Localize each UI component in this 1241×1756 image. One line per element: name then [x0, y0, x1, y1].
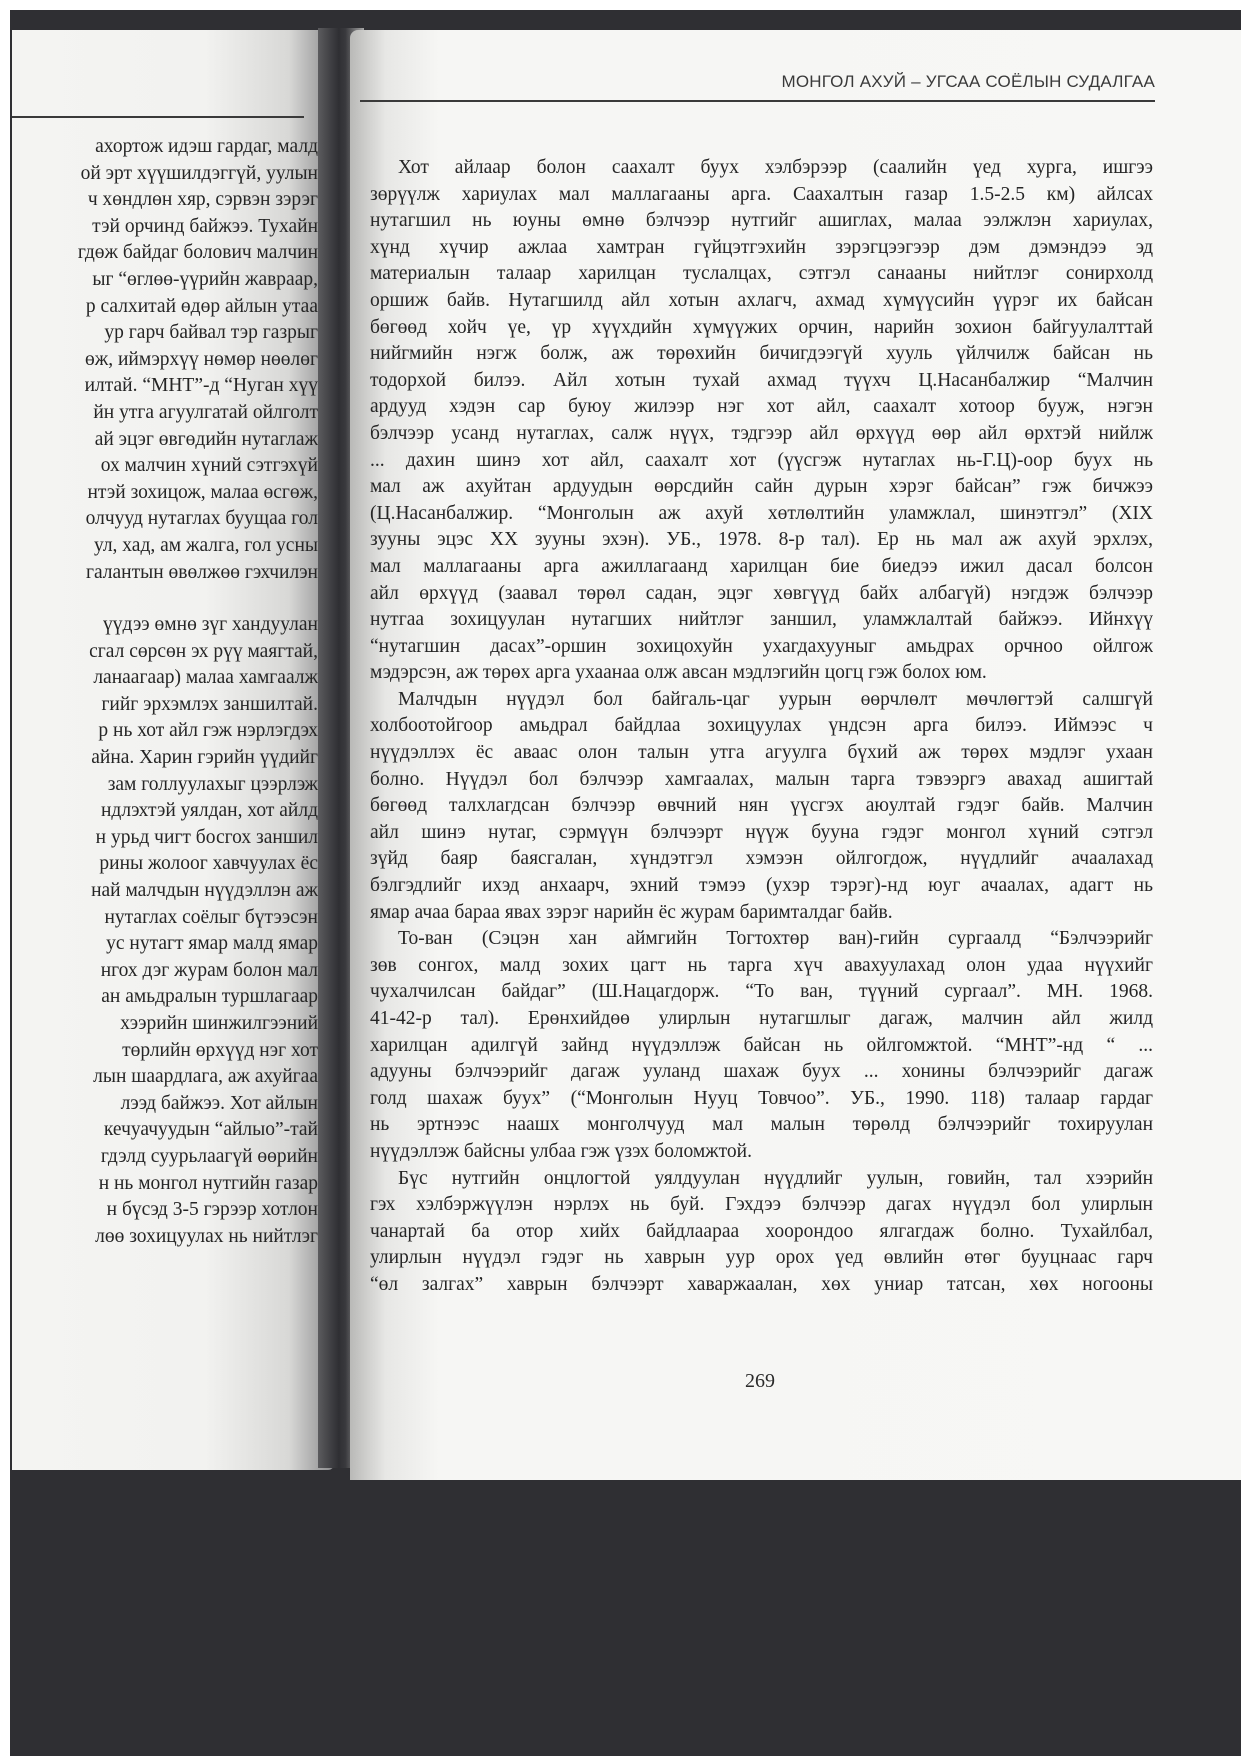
body-line: голд шахаж буух” (“Монголын Нууц Товчоо”. УБ., 1990. 118) талаар гардаг [370, 1087, 1153, 1109]
body-line: материалын талаар харилцан туслалцах, сэтгэл санааны нийтлэг сонирхолд [370, 263, 1153, 285]
body-line: нүүдэллэх ёс аваас олон талын утга агуулга бүхий аж төрөх мэдлэг ухаан [370, 742, 1153, 764]
body-line: улирлын нүүдэл гэдэг нь хаврын уур орох үед өвлийн өтөг бууцнаас гарч [370, 1247, 1153, 1269]
left-line: лөө зохицуулах нь нийтлэг [95, 1225, 318, 1247]
body-line: 41-42-р тал). Ерөнхийдөө улирлын нутагшлыг дагаж, малчин айл жилд [370, 1008, 1153, 1029]
left-page-text [12, 134, 318, 1250]
left-line: өж, иймэрхүү нөмөр нөөлөг [85, 348, 318, 370]
body-line: ямар ачаа бараа явах зэрэг нарийн ёс журам баримталдаг байв. [370, 901, 893, 923]
left-line: үүдээ өмнө зүг хандуулан [103, 614, 318, 636]
body-line: чухалчилсан байдаг” (Ш.Нацагдорж. “То ван, түүний сургаал”. МН. 1968. [370, 981, 1153, 1003]
left-line: рины жолоог хавчуулах ёс [99, 853, 318, 875]
body-line: адууны бэлчээрийг дагаж ууланд шахаж буух ... хонины бэлчээрийг дагаж [370, 1061, 1153, 1083]
body-line: зууны эцэс XX зууны эхэн). УБ., 1978. 8-р тал). Ер нь мал аж ахуй эрхлэх, [370, 529, 1153, 551]
left-line: ланаагаар) малаа хамгаалж [93, 667, 318, 689]
left-line: н бүсэд 3-5 гэрээр хотлон [106, 1199, 318, 1221]
body-line: нь эртнээс наашх монголчууд мал малын төрөлд бэлчээрийг тохируулан [370, 1114, 1153, 1136]
left-line: гийг эрхэмлэх заншилтай. [101, 693, 318, 715]
left-line: ох малчин хүний сэтгэхүй [100, 455, 318, 477]
left-line: ус нутагт ямар малд ямар [106, 933, 318, 955]
body-line: Хот айлаар болон саахалт буух хэлбэрээр (саалийн үед хурга, ишгээ [398, 157, 1153, 178]
body-line: айл шинэ нутаг, сэрмүүн бэлчээрт нүүж бууна гэдэг монгол хүний сэтгэл [370, 821, 1153, 843]
left-line: лээд байжээ. Хот айлын [120, 1092, 318, 1114]
body-line: бөгөөд хойч үе, үр хүүхдийн хүмүүжих орчин, нарийн зохион байгуулалттай [370, 316, 1153, 338]
left-line: н урьд чигт босгох заншил [95, 826, 318, 848]
body-line: Бүс нутгийн онцлогтой уялдуулан нүүдлийг уулын, говийн, тал хээрийн [398, 1167, 1153, 1189]
body-line: бөгөөд талхлагдсан бэлчээр өвчний нян үүсгэх аюултай гэдэг байв. Малчин [370, 795, 1153, 817]
body-line: “нутагшин дасах”-оршин зохицохуйн ухагдахууныг амьдрах орчноо ойлгож [370, 635, 1153, 657]
body-line: гэх хэлбэржүүлэн нэрлэх нь буй. Гэхдээ бэлчээр дагах нүүдэл бол улирлын [370, 1194, 1153, 1216]
running-header: МОНГОЛ АХУЙ – УГСАА СОЁЛЫН СУДАЛГАА [781, 72, 1155, 91]
body-line: чанартай ба отор хийх байдлаараа хоорондоо ялгагдаж болно. Тухайлбал, [370, 1220, 1153, 1242]
left-line: лын шаардлага, аж ахуйгаа [93, 1066, 318, 1088]
left-line: хээрийн шинжилгээний [120, 1013, 318, 1034]
left-line: тэй орчинд байжээ. Тухайн [92, 215, 318, 237]
left-line: ул, хад, ам жалга, гол усны [93, 534, 318, 556]
left-section-gap [12, 586, 318, 612]
left-line: ндлэхтэй уялдан, хот айлд [100, 800, 318, 822]
left-line: н нь монгол нутгийн газар [98, 1172, 318, 1194]
body-line: нийгмийн нэгж болж, аж төрөхийн бичигдээгүй хууль үйлчилж байсан нь [370, 343, 1153, 365]
body-line: То-ван (Сэцэн хан аймгийн Тогтохтөр ван)-гийн сургаалд “Бэлчээрийг [398, 928, 1153, 950]
left-line: төрлийн өрхүүд нэг хот [122, 1039, 318, 1061]
left-line: ыг “өглөө-үүрийн жавраар, [92, 268, 318, 290]
body-line: ардууд хэдэн сар буюу жилээр нэг хот айл, саахалт хотоор бууж, нэгэн [370, 396, 1153, 418]
left-page [12, 30, 334, 1470]
left-line: кечуачуудын “айлыо”-тай [103, 1119, 318, 1141]
left-line: ахортож идэш гардаг, малд [95, 136, 318, 157]
left-line: нтэй зохицож, малаа өсгөж, [87, 481, 318, 503]
left-line: р салхитай өдөр айлын утаа [85, 295, 318, 317]
left-line: ч хөндлөн хяр, сэрвэн зэрэг [87, 189, 318, 211]
body-line: оршиж байв. Нутагшилд айл хотын ахлагч, ахмад хүмүүсийн үүрэг их байсан [370, 289, 1153, 311]
left-line: ой эрт хүүшилдэггүй, уулын [80, 162, 318, 184]
left-line: гдөж байдаг болович малчин [77, 242, 318, 264]
left-line: ур гарч байвал тэр газрыг [104, 322, 318, 344]
body-line: бэлчээр усанд нутаглах, салж нүүх, тэдгээр айл өрхүүд өөр айл өрхтэй нийлж [370, 422, 1153, 444]
body-line: (Ц.Насанбалжир. “Монголын аж ахуй хөтлөлтийн уламжлал, шинэтгэл” (XIX [370, 502, 1153, 524]
body-line: Малчдын нүүдэл бол байгаль-цаг уурын өөрчлөлт мөчлөгтэй салшгүй [398, 688, 1153, 710]
body-line: айл өрхүүд (заавал төрөл садан, эцэг хөвгүүд байх албагүй) нэгдэж бэлчээр [370, 582, 1153, 604]
body-line: мал маллагааны арга ажиллагаанд харилцан бие биедээ ижил дасал болсон [370, 555, 1153, 577]
left-line: нгох дэг журам болон мал [100, 959, 318, 981]
body-line: “өл залгах” хаврын бэлчээрт хаваржаалан, хөх униар татсан, хөх ногооны [370, 1273, 1153, 1295]
body-line: мал аж ахуйтан ардуудын өөрсдийн сайн дурын хэрэг байсан” гэж бичжээ [370, 476, 1153, 498]
left-line: нутаглах соёлыг бүтээсэн [104, 906, 318, 928]
body-line: холбоотойгоор амьдрал байдлаа зохицуулах үндсэн арга билээ. Иймээс ч [370, 715, 1153, 737]
page-body-text [370, 155, 1153, 1299]
body-line: нутгаа зохицуулан нутагших нийтлэг заншил, уламжлалтай байжээ. Ийнхүү [370, 609, 1153, 631]
header-rule [360, 100, 1155, 102]
left-line: зам голлуулахыг цээрлэж [107, 773, 318, 795]
left-line: йн утга агуулгатай ойлголт [93, 401, 318, 423]
body-line: болно. Нүүдэл бол бэлчээр хамгаалах, малын тарга тэвээргэ авахад ашигтай [370, 768, 1153, 790]
body-line: бэлгэдлийг ихэд анхаарч, эхний тэмээ (ухэр тэрэг)-нд юуг ачаалах, адагт нь [370, 875, 1153, 897]
left-line: айна. Харин гэрийн үүдийг [91, 747, 318, 769]
body-line: мэдэрсэн, аж төрөх арга ухаанаа олж авсан мэдлэгийн цогц гэж болох юм. [370, 662, 987, 684]
left-line: галантын өвөлжөө гэхчилэн [85, 561, 318, 583]
left-line: илтай. “МНТ”-д “Нуган хүү [84, 375, 318, 397]
body-line: зүйд баяр баясгалан, хүндэтгэл хэмээн ойлгогдож, нүүдлийг ачаалахад [370, 848, 1153, 870]
body-line: зөрүүлж хариулах мал маллагааны арга. Саахалтын газар 1.5-2.5 км) айлсах [370, 183, 1153, 205]
left-line: р нь хот айл гэж нэрлэгдэх [98, 720, 318, 742]
body-line: хүнд хүчир ажлаа хамтран гүйцэтгэхийн зэрэгцээгээр дэм дэмэндээ эд [370, 236, 1153, 258]
body-line: нүүдэллэж байсны улбаа гэж үзэх боломжтой. [370, 1140, 752, 1162]
left-line: ан амьдралын туршлагаар [101, 986, 318, 1008]
left-line: олчууд нутаглах буущаа гол [85, 508, 318, 530]
body-line: нутагшил нь юуны өмнө бэлчээр нутгийг ашиглах, малаа ээлжлэн хариулах, [370, 210, 1153, 232]
left-line: сгал сөрсөн эх рүү маягтай, [89, 640, 318, 662]
body-line: харилцан адилгүй зайнд нүүдэллэж байсан нь ойлгомжтой. “МНТ”-нд “ ... [370, 1034, 1153, 1056]
left-line: ай эцэг өвгөдийн нутаглаж [94, 428, 318, 450]
page-number: 269 [745, 1370, 775, 1392]
left-line: най малчдын нүүдэллэн аж [91, 880, 318, 902]
body-line: ... дахин шинэ хот айл, саахалт хот (үүсгэж нутаглах нь-Г.Ц)-оор буух нь [370, 449, 1153, 471]
left-header-rule [12, 116, 304, 118]
left-line: гдэлд суурьлаагүй өөрийн [100, 1145, 318, 1167]
body-line: зөв сонгох, малд зохих цагт нь тарга хүч авахуулахад олон удаа нүүхийг [370, 954, 1153, 976]
body-line: тодорхой билээ. Айл хотын тухай ахмад түүхч Ц.Насанбалжир “Малчин [370, 369, 1153, 391]
